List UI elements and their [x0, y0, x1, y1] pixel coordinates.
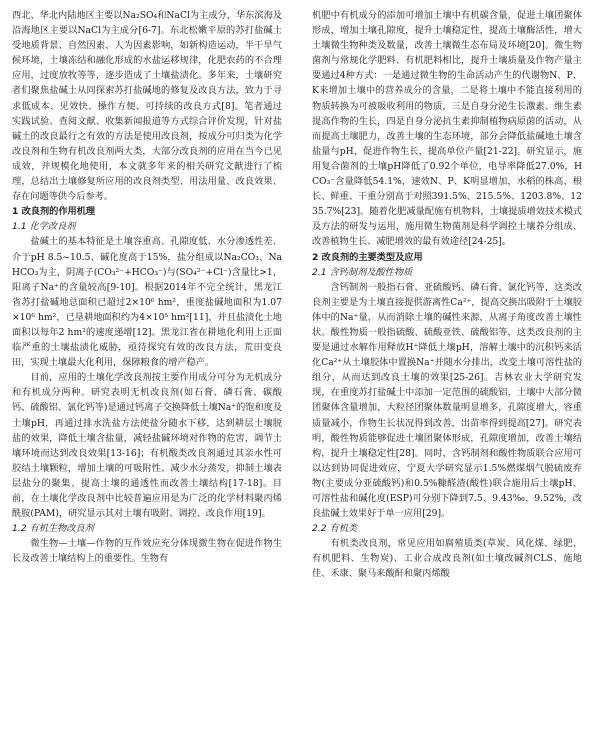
organic-paragraph: 有机类改良剂，常见应用如腐殖质类(草炭、风化煤、绿肥、有机肥料、生物炭)、工业合成改良剂(如土壤改碱剂CLS、施地佳、禾康、聚马来酸酐和聚丙烯酸: [312, 538, 582, 580]
section-heading-mechanism: 1 改良剂的作用机理: [12, 206, 96, 218]
subsection-heading-chemical: 1.1 化学改良剂: [12, 221, 76, 233]
document-page: [12, 8, 588, 724]
section-heading-types: 2 改良剂的主要类型及应用: [312, 251, 423, 263]
chemical-paragraph-2: 目前，应用的土壤化学改良剂按主要作用成分可分为无机成分和有机成分两种。研究表明无机改良剂(如石膏、磷石膏、碳酸钙、硫酸铝、氯化钙等)是通过钙离子交换降低土壤Na⁺的饱和度及土壤pH，再通过排水洗盐方法使盐分随水下移，达到耕层土壤脱盐的效果，降低土壤含盐量，减轻盐碱环境对作物的危害，调节土壤环境而达到改良效果[13-16]；有机酸类改良剂通过其亲水性可胶结土壤颗粒，增加土壤的可吸附性、减少水分蒸发，抑制土壤表层盐分的聚集、提高土壤的通透性而改善土壤结构[17-18]。目前，在土壤化学改良剂中比较普遍应用是为广泛的化学材料聚丙烯酰胺(PAM)，研究显示其对土壤有吸附、调控、改良作用[19]。: [12, 372, 283, 520]
bio-paragraph: 微生物—土壤—作物的互作效应充分体现微生物在促进作物生长及改善土壤结构上的重要性。生物有: [12, 538, 282, 565]
calcium-paragraph: 含钙制剂一般指石膏、亚硫酸钙、磷石膏、氯化钙等，这类改良剂主要是为土壤直接提供游离性Ca²⁺，提高交换出吸附于土壤胶体中的Na⁺量，从而消除土壤的碱性来源，从离子角度改善土壤性状。酸性物质一般指硫酸、硫酸亚铁、硫酸铝等，这类改良剂的主要是通过水解作用释放H⁺降低土壤pH，溶解土壤中的沉积钙来活化Ca²⁺从土壤胶体中置换Na⁺并随水分排出，改变土壤可溶性盐的组分，从而达到改良土壤的效果[25-26]。吉林农业大学研究发现，在重度苏打盐碱土中添加一定范围的硫酸铝，土壤中大部分微团聚体含量增加，大粒径团聚体数量明显增多，孔隙度增大，容重质量减小，作物生长状况得到改善，出苗率得到提高[27]。研究表明，酸性物质能够促进土壤团聚体形成，孔隙度增加，改善土壤结构，提升土壤稳定性[28]。同时，含钙制剂和酸性物质联合应用可以达到协同促进效应，宁夏大学研究显示1.5%燃煤烟气脱硫废弃物(主要成分亚硫酸钙)和0.5%糠醛渣(酸性)联合施用后土壤pH、可溶性盐和碱化度(ESP)可分别下降到7.5、9.43‰、9.52%，改良盐碱土效果好于单一应用[29]。: [312, 281, 582, 520]
bio-paragraph-continued: 机肥中有机成分的添加可增加土壤中有机碳含量，促进土壤团聚体形成，增加土壤孔隙度，提升土壤稳定性，提高土壤酶活性，增大土壤微生物种类及数量，改善土壤微生态布局及环境[20]。微生物菌剂与常规化学肥料、有机肥料相比，提升土壤质量及作物产量主要通过4种方式：一是通过微生物的生命活动产生的代谢物N、P、K来增加土壤中的营养成分的含量，二是将土壤中不能直接利用的物质转换为可被吸收利用的物质，三是自身分泌生长激素、维生素提高作物的生长，四是自身分泌抗生素抑制植物病原菌的活动，从而提高土壤肥力，改善土壤的生态环境，部分会降低盐碱地土壤含盐量与pH，促进作物生长，提高单位产量[21-22]。研究显示，施用复合菌剂的土壤pH降低了0.92个单位，电导率降低27.0%，HCO₃⁻含量降低54.1%，速效N、P、K明显增加，水稻的株高、根长、鲜重、干重分别高于对照391.5%、215.5%、1203.8%、1235.7%[23]。随着化肥减量配施有机物料，土壤提质增效技术模式及方法的研发与运用，施用微生物菌剂是科学调控土壤养分组成、改善植物生长、减肥增效的最有效途径[24-25]。: [312, 10, 582, 248]
right-column: [312, 8, 582, 724]
subsection-heading-organic: 2.2 有机类: [312, 523, 358, 535]
left-column: [12, 8, 282, 724]
subsection-heading-bio: 1.2 有机生物改良剂: [12, 523, 94, 535]
intro-paragraph: 西北、华北内陆地区主要以Na₂SO₄和NaCl为主成分，华东滨海及沿海地区主要以NaCl为主成分[6-7]。东北松嫩平原的苏打盐碱土受地质背景、自然因素、人为因素影响，如新构造运动，半干旱气候环境，土壤冻结和融化形成的水盐运移规律，化肥农药的不合理应用，过度放牧等等，逐步造成了土壤盐渍化。多年来，土壤研究者们聚焦盐碱土从同探索苏打盐碱地的修复及改良方法，致力于寻求低成本、见效快、操作方便、可持续的改良方式[8]。笔者通过实践试验、查阅文献、收集新闻报道等方式综合评价发现，针对盐碱土的改良最行之有效的方法是使用改良剂，按成分可归类为化学改良剂和生物有机改良剂两大类，大部分改良剂的应用在当今已见成效，并规模化地使用，本文就多年来的相关研究文献进行了梳理，总结出土壤修复所应用的改良剂类型、用法用量、改良效果、存在问题等供今后参考。: [12, 10, 282, 203]
chemical-paragraph-1: 盐碱土的基本特征是土壤容重高、孔隙度低、水分渗透性差、介于pH 8.5~10.5、碱化度高于15%，盐分组成以Na₂CO₃、NaHCO₃为主，阴离子(CO₃²⁻+HCO₃⁻)与(SO₄²⁻+Cl⁻)含量比>1，阳离子Na⁺的含量较高[9-10]。根据2014年不完全统计，黑龙江省苏打盐碱地总面积已超过2×10⁶ hm²，重度盐碱地面积为1.07×10⁶ hm²，已垦耕地面积约为4×10⁵ hm²[11]，并且盐渍化土地面积以每年2 hm²的速度递增[12]。黑龙江省在耕地化利用上正面临严重的土壤盐渍化威胁，亟待探究有效的改良方法，荒田变良田，实现土壤最大化利用，保障粮食的增产稳产。: [12, 236, 282, 369]
subsection-heading-calcium: 2.1 含钙制剂及酸性物质: [312, 266, 413, 278]
